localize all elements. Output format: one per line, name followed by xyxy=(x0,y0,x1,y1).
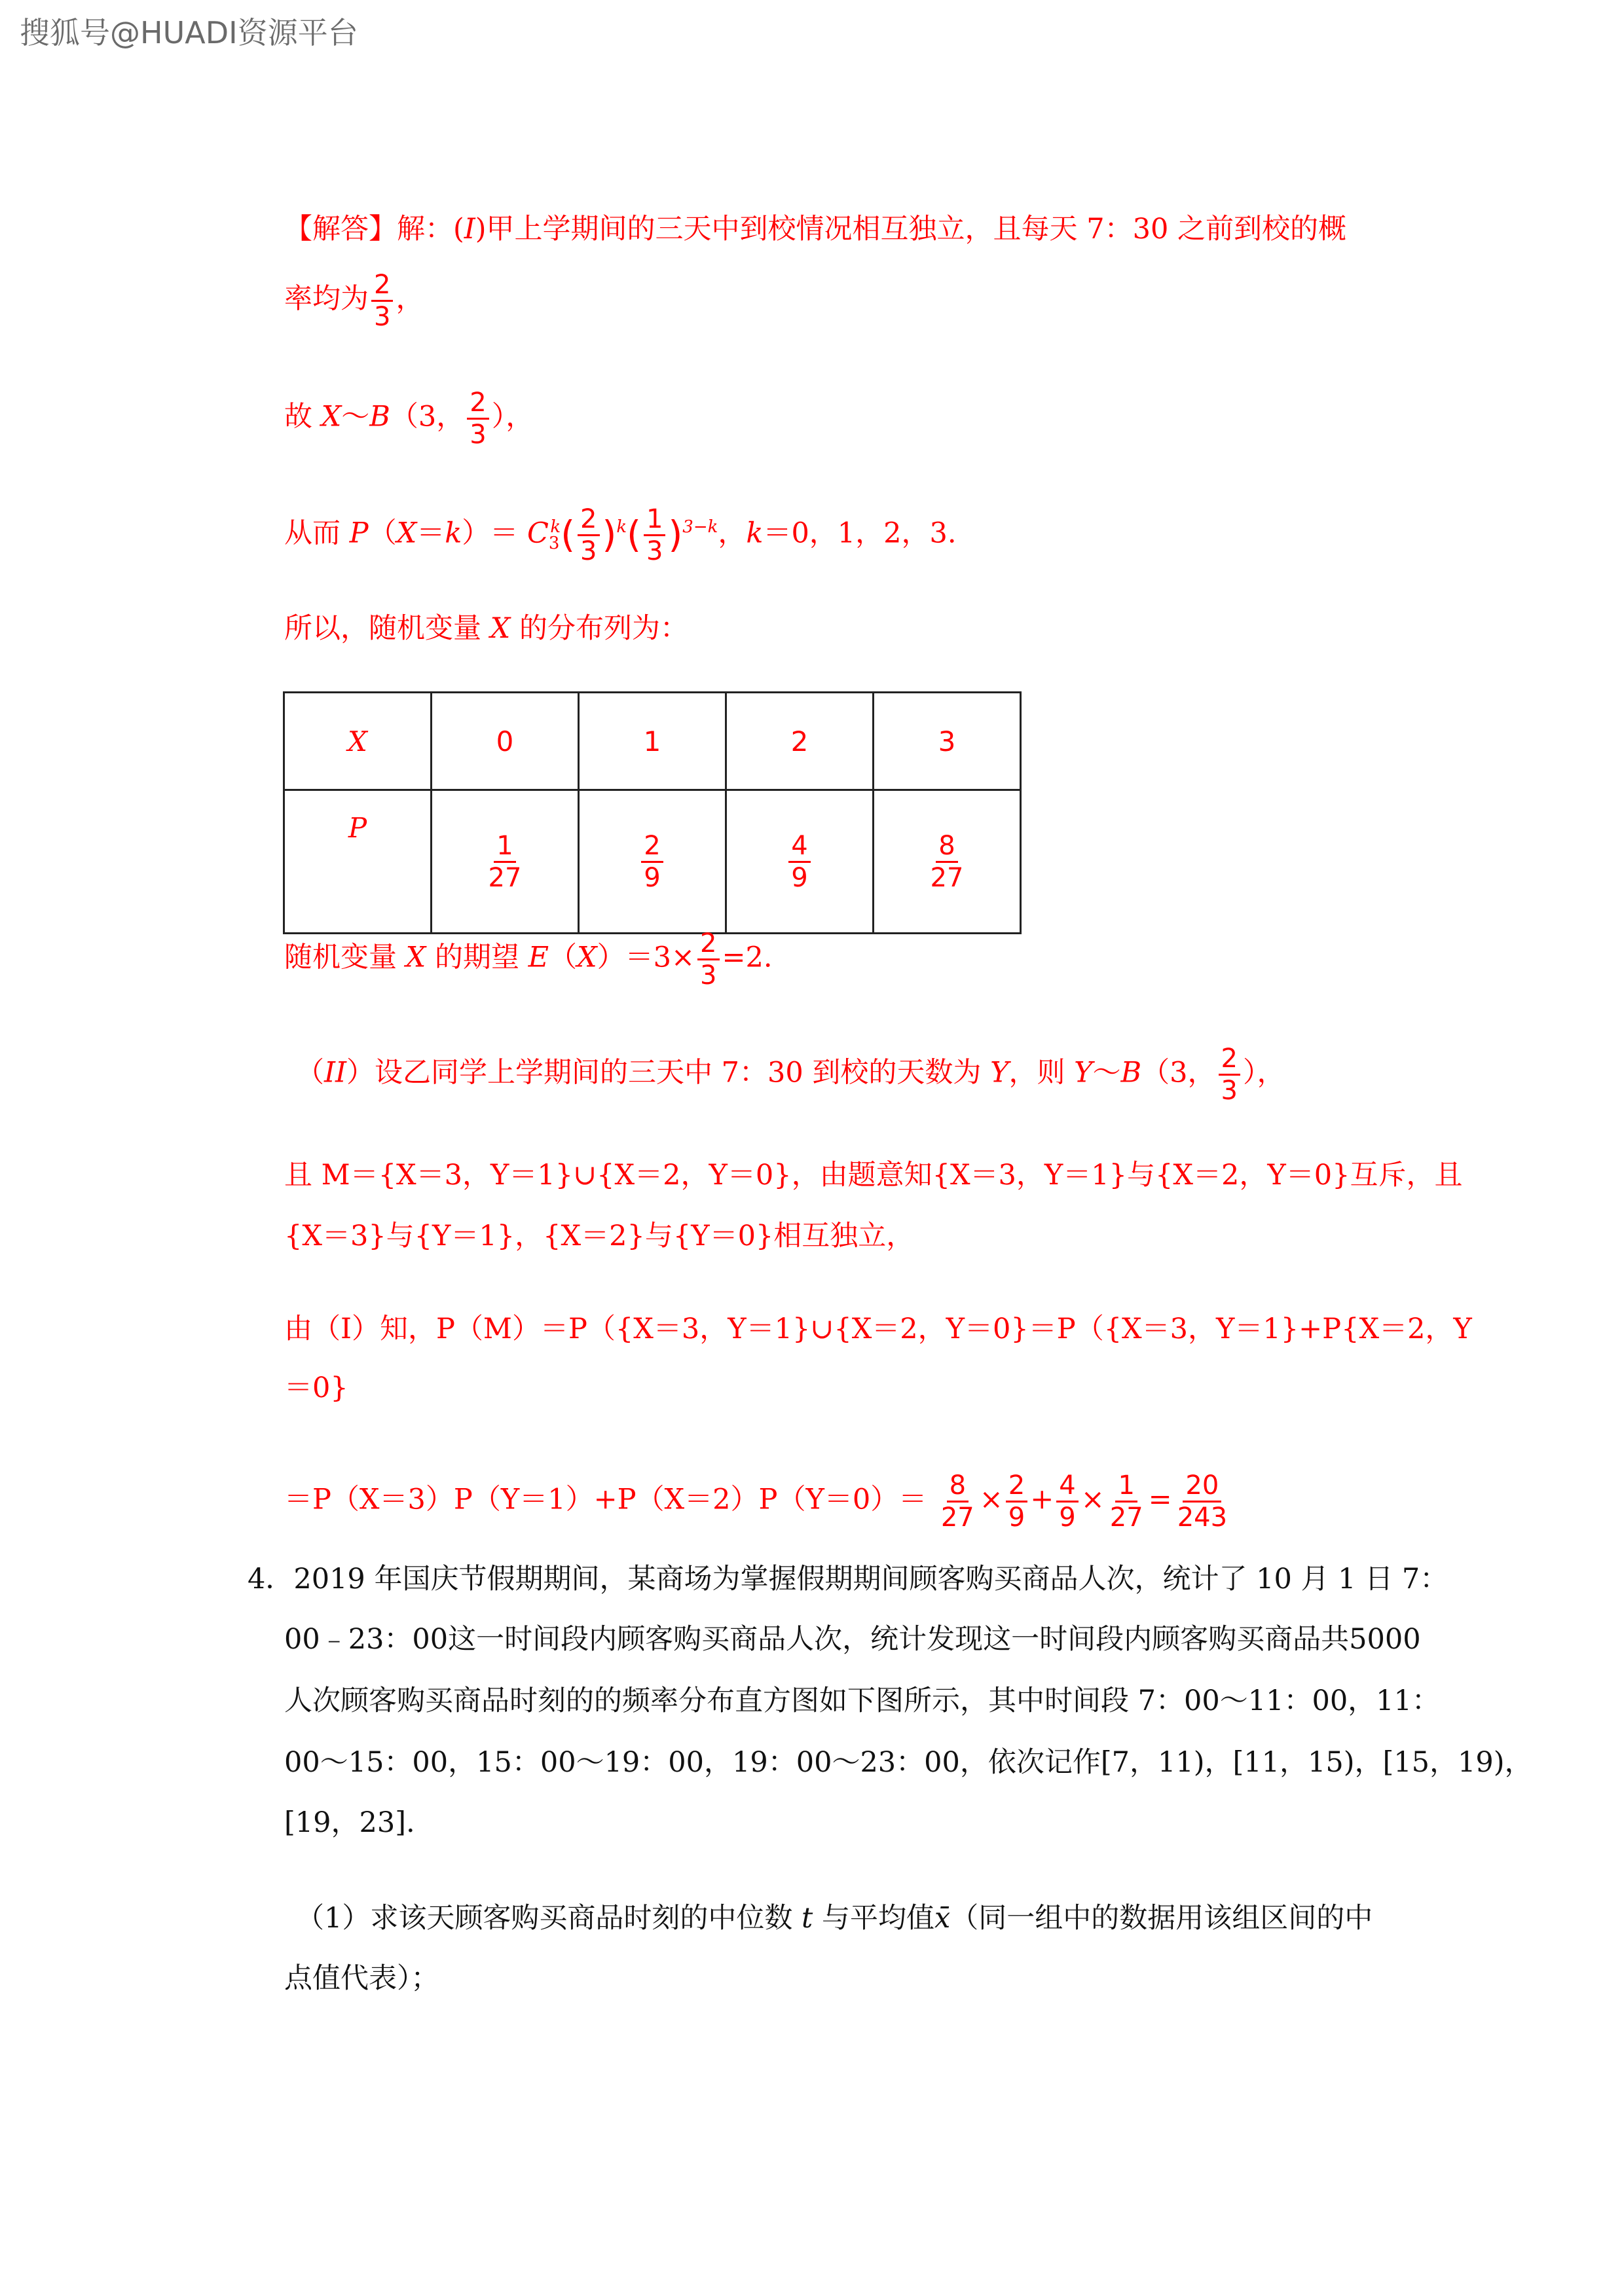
table-cell: X xyxy=(284,693,432,790)
fraction: $\frac{1}{3}$ xyxy=(644,504,665,566)
solution-line-1: 【解答】解：(I)甲上学期间的三天中到校情况相互独立，且每天 7：30 之前到校的概 xyxy=(284,213,1346,246)
solution-line-10: 由（I）知，P（M）＝P（{X＝3，Y＝1}∪{X＝2，Y＝0}＝P（{X＝3，Y＝1}+P{X＝2，Y xyxy=(284,1313,1472,1345)
table-cell: $\frac{4}{9}$ xyxy=(726,790,874,934)
fraction: $\frac{2}{3}$ xyxy=(467,388,489,450)
fraction: $\frac{20}{243}$ xyxy=(1177,1470,1228,1533)
solution-line-4: 从而 $P(X=k)= C_3^k$( $\frac{2}{3}$ )$^k$( $\frac{1}{3}$ )$^{3-k}$，k＝0，1，2，3. xyxy=(284,504,957,566)
solution-line-2: 率均为 $\frac{2}{3}$ ， xyxy=(284,270,424,332)
solution-line-8: 且 M＝{X＝3，Y＝1}∪{X＝2，Y＝0}，由题意知{X＝3，Y＝1}与{X＝2，Y＝0}互斥，且 xyxy=(284,1159,1463,1192)
solution-line-11: ＝0} xyxy=(284,1372,348,1404)
fraction: $\frac{1}{27}$ xyxy=(1109,1470,1143,1533)
problem-4-line-1: 4．2019 年国庆节假期期间，某商场为掌握假期期间顾客购买商品人次，统计了 10 月 1 日 7： xyxy=(248,1563,1449,1595)
table-cell: 3 xyxy=(874,693,1021,790)
fraction: $\frac{8}{27}$ xyxy=(940,1470,974,1533)
fraction: $\frac{2}{9}$ xyxy=(1006,1470,1027,1533)
problem-4-line-4: 00～15：00，15：00～19：00，19：00～23：00，依次记作[7，11)，[11，15)，[15，19)， xyxy=(284,1746,1533,1779)
problem-4-question-1-cont: 点值代表）； xyxy=(284,1962,439,1995)
table-cell: 2 xyxy=(726,693,874,790)
solution-line-6: 随机变量 X 的期望 E（X）＝3× $\frac{2}{3}$ =2. xyxy=(284,928,773,991)
fraction: $\frac{4}{9}$ xyxy=(1056,1470,1078,1533)
fraction: $\frac{2}{3}$ xyxy=(371,270,393,332)
table-cell: $\frac{2}{9}$ xyxy=(579,790,726,934)
table-cell: 1 xyxy=(579,693,726,790)
table-row xyxy=(284,693,1021,790)
table-cell: $\frac{8}{27}$ xyxy=(874,790,1021,934)
distribution-table xyxy=(283,691,1022,934)
table-cell: 0 xyxy=(432,693,579,790)
problem-4-question-1: （1）求该天顾客购买商品时刻的中位数 t 与平均值x̄（同一组中的数据用该组区间的中 xyxy=(296,1902,1373,1935)
solution-line-9: {X＝3}与{Y＝1}，{X＝2}与{Y＝0}相互独立， xyxy=(284,1220,915,1252)
table-cell: P xyxy=(284,790,432,934)
problem-4-line-3: 人次顾客购买商品时刻的的频率分布直方图如下图所示，其中时间段 7：00～11：00，11： xyxy=(284,1685,1440,1717)
solution-line-3: 故 X～B（3， $\frac{2}{3}$ ）， xyxy=(284,388,534,450)
solution-line-12: ＝P（X＝3）P（Y＝1）+P（X＝2）P（Y＝0）＝ $\frac{8}{27}$ × $\frac{2}{9}$ + $\frac{4}{9}$ × $\frac{1}{27}$ = $\frac{20}{243}$ xyxy=(284,1470,1232,1533)
solution-line-5: 所以，随机变量 X 的分布列为： xyxy=(284,612,688,645)
watermark: 搜狐号@HUADI资源平台 xyxy=(20,15,358,50)
problem-4-line-5: [19，23]. xyxy=(284,1806,415,1839)
table-cell: $\frac{1}{27}$ xyxy=(432,790,579,934)
fraction: $\frac{2}{3}$ xyxy=(578,504,599,566)
fraction: $\frac{2}{3}$ xyxy=(1219,1044,1240,1106)
answer-tag: 【解答】 xyxy=(284,213,397,246)
problem-4-line-2: 00﹣23：00这一时间段内顾客购买商品人次，统计发现这一时间段内顾客购买商品共5000 xyxy=(284,1623,1421,1656)
fraction: $\frac{2}{3}$ xyxy=(697,928,719,991)
table-row xyxy=(284,790,1021,934)
solution-line-7: （II）设乙同学上学期间的三天中 7：30 到校的天数为 Y，则 Y～B（3， $\frac{2}{3}$ ）， xyxy=(296,1044,1285,1106)
